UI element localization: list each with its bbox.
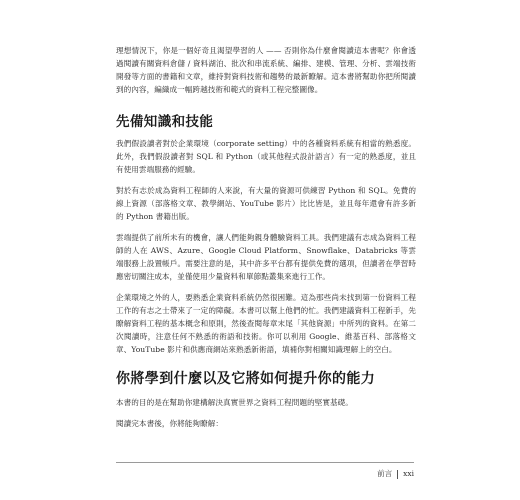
page-content (116, 44, 416, 438)
intro-paragraph: 理想情況下，你是一個好奇且渴望學習的人 —— 否則你為什麼會閱讀這本書呢？你會透過閱讀有關資料倉儲 / 資料湖泊、批次和串流系統、編排、建模、管理、分析、雲端技術開發等方面的書籍和文章，維持對資料技術和趨勢的最新瞭解。這本書將幫助你把所閱讀到的內容，編織成一幅跨越技術和範式的資料工程完整圖像。 (116, 46, 416, 94)
footer-separator (397, 470, 398, 479)
page-footer (377, 468, 414, 479)
prerequisites-paragraph-1: 我們假設讀者對於企業環境（corporate setting）中的各種資料系統有相當的熟悉度。此外，我們假設讀者對 SQL 和 Python（或其他程式設計語言）有一定的熟悉度，並且有使用雲端服務的經驗。 (116, 139, 416, 174)
prerequisites-paragraph-4: 企業環境之外的人，要熟悉企業資料系統仍然很困難。這為那些尚未找到第一份資料工程工作的有志之士帶來了一定的障礙。本書可以幫上他們的忙。我們建議資料工程新手，先瞭解資料工程的基本概念和原則，然後查閱每章末尾「其他資源」中所列的資料。在第二次閱讀時，注意任何不熟悉的術語和技術。你可以利用 Google、維基百科、部落格文章、YouTube 影片和供應商網站來熟悉新術語，填補你對相關知識理解上的空白。 (116, 293, 416, 354)
section-heading-what-you-learn: 你將學到什麼以及它將如何提升你的能力 (116, 371, 376, 387)
page-number: xxi (403, 469, 414, 478)
learn-paragraph-2: 閱讀完本書後，你將能夠瞭解： (116, 419, 224, 428)
footer-divider (116, 462, 414, 463)
footer-section-label: 前言 (377, 469, 393, 478)
prerequisites-paragraph-2: 對於有志於成為資料工程師的人來說，有大量的資源可供練習 Python 和 SQL。免費的線上資源（部落格文章、教學網站、YouTube 影片）比比皆是，並且每年還會有許多新的 Python 書籍出版。 (116, 186, 416, 221)
learn-paragraph-1: 本書的目的是在幫助你建構解決真實世界之資料工程問題的堅實基礎。 (116, 398, 353, 407)
section-heading-prerequisites: 先備知識和技能 (116, 114, 214, 130)
prerequisites-paragraph-3: 雲端提供了前所未有的機會，讓人們能夠親身體驗資料工具。我們建議有志成為資料工程師的人在 AWS、Azure、Google Cloud Platform、Snowflake、Databricks 等雲端服務上設置帳戶。需要注意的是，其中許多平台都有提供免費的選項，但讀者在學習時應密切關注成本，並僅使用少量資料和單節點叢集來進行工作。 (116, 233, 416, 281)
